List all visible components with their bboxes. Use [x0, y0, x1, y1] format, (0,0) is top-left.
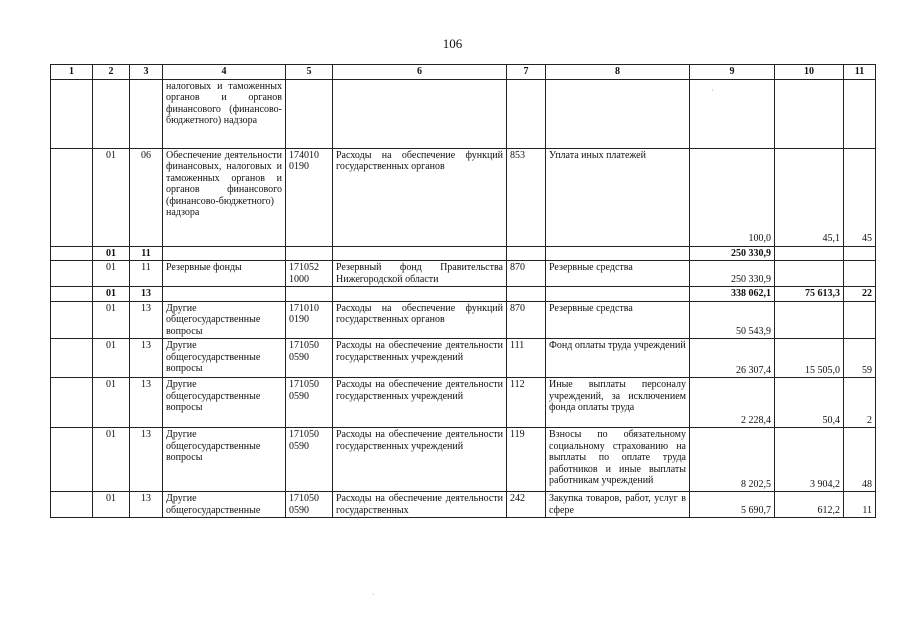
col-10: [775, 79, 844, 148]
table-row: [51, 378, 876, 428]
col-11: [844, 261, 876, 287]
col-2: 01: [93, 492, 130, 518]
col-5: 171050 0590: [286, 378, 333, 428]
header-row: [51, 65, 876, 80]
col-1: [51, 428, 93, 492]
budget-table: [50, 64, 876, 518]
col-10: [775, 246, 844, 261]
col-8: Взносы по обязательному социальному страхованию на выплаты по оплате труда работников и иные выплаты работникам учреждений: [546, 428, 690, 492]
page-number: 106: [442, 36, 463, 51]
table-row: [51, 79, 876, 148]
col-5: 171050 0590: [286, 492, 333, 518]
col-10: 612,2: [775, 492, 844, 518]
col-6: [333, 287, 507, 302]
col-2: 01: [93, 301, 130, 339]
col-4: Другие общегосударственные: [163, 492, 286, 518]
col-9: 5 690,7: [690, 492, 775, 518]
header-cell: 11: [844, 65, 876, 80]
col-1: [51, 261, 93, 287]
col-8: Резервные средства: [546, 301, 690, 339]
col-7: [507, 246, 546, 261]
col-10: 15 505,0: [775, 339, 844, 378]
col-4: Другие общегосударственные вопросы: [163, 428, 286, 492]
col-5: 171010 0190: [286, 301, 333, 339]
scan-speck: ·: [372, 590, 375, 599]
table-row: [51, 301, 876, 339]
header-cell: 8: [546, 65, 690, 80]
col-6: Расходы на обеспечение функций государственных органов: [333, 148, 507, 246]
col-4: Другие общегосударственные вопросы: [163, 339, 286, 378]
col-1: [51, 287, 93, 302]
col-11: 22: [844, 287, 876, 302]
col-1: [51, 148, 93, 246]
col-8: Уплата иных платежей: [546, 148, 690, 246]
col-6: Расходы на обеспечение деятельности государственных: [333, 492, 507, 518]
col-4: Другие общегосударственные вопросы: [163, 301, 286, 339]
col-7: 119: [507, 428, 546, 492]
col-5: 171050 0590: [286, 428, 333, 492]
col-9: 100,0: [690, 148, 775, 246]
table-row: [51, 261, 876, 287]
col-9: 8 202,5: [690, 428, 775, 492]
col-3: 13: [130, 492, 163, 518]
col-6: Резервный фонд Правительства Нижегородской области: [333, 261, 507, 287]
col-11: 48: [844, 428, 876, 492]
col-2: 01: [93, 428, 130, 492]
col-4: [163, 246, 286, 261]
col-10: 50,4: [775, 378, 844, 428]
col-4: [163, 287, 286, 302]
col-1: [51, 378, 93, 428]
col-9: 250 330,9: [690, 246, 775, 261]
col-8: [546, 79, 690, 148]
col-7: 112: [507, 378, 546, 428]
header-cell: 6: [333, 65, 507, 80]
col-2: [93, 79, 130, 148]
header-cell: 9: [690, 65, 775, 80]
col-11: [844, 301, 876, 339]
col-7: 870: [507, 261, 546, 287]
col-11: 2: [844, 378, 876, 428]
col-11: 11: [844, 492, 876, 518]
col-10: 75 613,3: [775, 287, 844, 302]
col-9: [690, 79, 775, 148]
col-10: 45,1: [775, 148, 844, 246]
col-6: Расходы на обеспечение деятельности государственных учреждений: [333, 428, 507, 492]
header-cell: 3: [130, 65, 163, 80]
header-cell: 7: [507, 65, 546, 80]
table-row: [51, 428, 876, 492]
col-7: 242: [507, 492, 546, 518]
header-cell: 1: [51, 65, 93, 80]
col-3: 13: [130, 378, 163, 428]
col-2: 01: [93, 261, 130, 287]
col-5: 171052 1000: [286, 261, 333, 287]
col-5: [286, 79, 333, 148]
col-8: Фонд оплаты труда учреждений: [546, 339, 690, 378]
col-2: 01: [93, 148, 130, 246]
col-11: [844, 79, 876, 148]
col-3: 13: [130, 301, 163, 339]
col-11: 45: [844, 148, 876, 246]
col-8: Резервные средства: [546, 261, 690, 287]
header-cell: 10: [775, 65, 844, 80]
col-4: налоговых и таможенных органов и органов финансового (финансово-бюджетного) надзора: [163, 79, 286, 148]
col-11: [844, 246, 876, 261]
col-5: [286, 246, 333, 261]
col-3: 13: [130, 287, 163, 302]
col-5: 171050 0590: [286, 339, 333, 378]
col-8: [546, 287, 690, 302]
col-9: 50 543,9: [690, 301, 775, 339]
col-8: [546, 246, 690, 261]
col-1: [51, 79, 93, 148]
col-8: Иные выплаты персоналу учреждений, за исключением фонда оплаты труда: [546, 378, 690, 428]
subtotal-row: [51, 246, 876, 261]
col-4: Резервные фонды: [163, 261, 286, 287]
col-7: 853: [507, 148, 546, 246]
col-4: Обеспечение деятельности финансовых, налоговых и таможенных органов и органов финансового (финансово-бюджетного) надзора: [163, 148, 286, 246]
scan-speck: ·: [711, 86, 714, 95]
col-9: 2 228,4: [690, 378, 775, 428]
col-6: Расходы на обеспечение деятельности государственных учреждений: [333, 339, 507, 378]
col-5: 174010 0190: [286, 148, 333, 246]
col-2: 01: [93, 246, 130, 261]
subtotal-row: [51, 287, 876, 302]
col-6: [333, 79, 507, 148]
col-2: 01: [93, 339, 130, 378]
col-1: [51, 492, 93, 518]
col-3: 11: [130, 261, 163, 287]
col-3: [130, 79, 163, 148]
col-10: 3 904,2: [775, 428, 844, 492]
col-9: 26 307,4: [690, 339, 775, 378]
col-2: 01: [93, 287, 130, 302]
table-row: [51, 492, 876, 518]
header-cell: 2: [93, 65, 130, 80]
col-5: [286, 287, 333, 302]
col-10: [775, 261, 844, 287]
header-cell: 5: [286, 65, 333, 80]
col-8: Закупка товаров, работ, услуг в сфере: [546, 492, 690, 518]
table-row: [51, 339, 876, 378]
col-7: [507, 287, 546, 302]
col-6: Расходы на обеспечение функций государственных органов: [333, 301, 507, 339]
col-1: [51, 301, 93, 339]
col-9: 250 330,9: [690, 261, 775, 287]
col-2: 01: [93, 378, 130, 428]
col-3: 06: [130, 148, 163, 246]
col-7: 111: [507, 339, 546, 378]
col-3: 11: [130, 246, 163, 261]
col-7: 870: [507, 301, 546, 339]
col-3: 13: [130, 428, 163, 492]
header-cell: 4: [163, 65, 286, 80]
col-3: 13: [130, 339, 163, 378]
col-9: 338 062,1: [690, 287, 775, 302]
col-7: [507, 79, 546, 148]
col-6: Расходы на обеспечение деятельности государственных учреждений: [333, 378, 507, 428]
col-10: [775, 301, 844, 339]
col-1: [51, 339, 93, 378]
table-row: [51, 148, 876, 246]
col-6: [333, 246, 507, 261]
col-1: [51, 246, 93, 261]
col-4: Другие общегосударственные вопросы: [163, 378, 286, 428]
col-11: 59: [844, 339, 876, 378]
